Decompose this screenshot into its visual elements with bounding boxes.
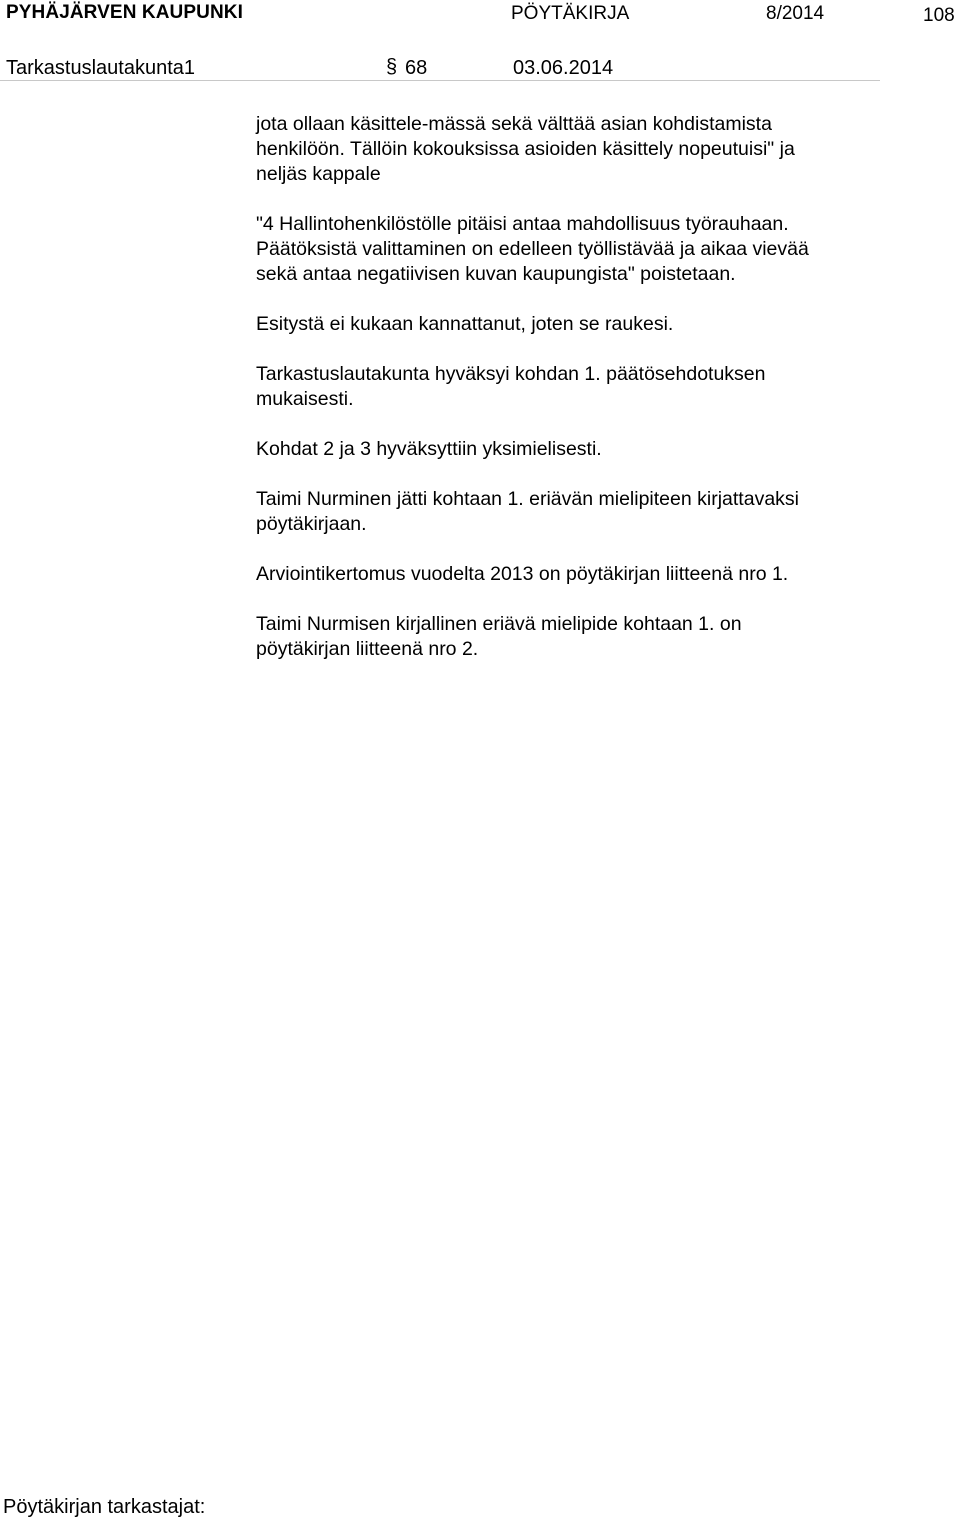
- minutes-inspectors-label: Pöytäkirjan tarkastajat:: [3, 1496, 206, 1518]
- paragraph: "4 Hallintohenkilöstölle pitäisi antaa mahdollisuus työrauhaan. Päätöksistä valittaminen on edelleen työllistävää ja aikaa vievää sekä antaa negatiivisen kuvan kaupungista" poistetaan.: [256, 213, 809, 285]
- paragraph: Arviointikertomus vuodelta 2013 on pöytäkirjan liitteenä nro 1.: [256, 563, 789, 585]
- paragraph: Esitystä ei kukaan kannattanut, joten se raukesi.: [256, 313, 674, 335]
- header-divider: [0, 80, 880, 81]
- page-number: 108: [923, 5, 955, 26]
- paragraph: Taimi Nurminen jätti kohtaan 1. eriävän mielipiteen kirjattavaksi pöytäkirjaan.: [256, 488, 799, 535]
- section-number: 68: [405, 57, 428, 79]
- minutes-body: [256, 112, 896, 687]
- section-sign: §: [386, 56, 398, 78]
- document-type: PÖYTÄKIRJA: [511, 3, 630, 24]
- paragraph: Kohdat 2 ja 3 hyväksyttiin yksimielisesti.: [256, 438, 602, 460]
- meeting-date: 03.06.2014: [513, 57, 614, 79]
- paragraph: jota ollaan käsittele-mässä sekä välttää asian kohdistamista henkilöön. Tällöin kokouksissa asioiden käsittely nopeutuisi" ja neljäs kappale: [256, 113, 795, 185]
- paragraph: Taimi Nurmisen kirjallinen eriävä mielipide kohtaan 1. on pöytäkirjan liitteenä nro 2.: [256, 613, 742, 660]
- organization-name: PYHÄJÄRVEN KAUPUNKI: [6, 2, 243, 23]
- issue-number: 8/2014: [766, 3, 825, 24]
- board-name: Tarkastuslautakunta1: [6, 57, 196, 79]
- paragraph: Tarkastuslautakunta hyväksyi kohdan 1. päätösehdotuksen mukaisesti.: [256, 363, 766, 410]
